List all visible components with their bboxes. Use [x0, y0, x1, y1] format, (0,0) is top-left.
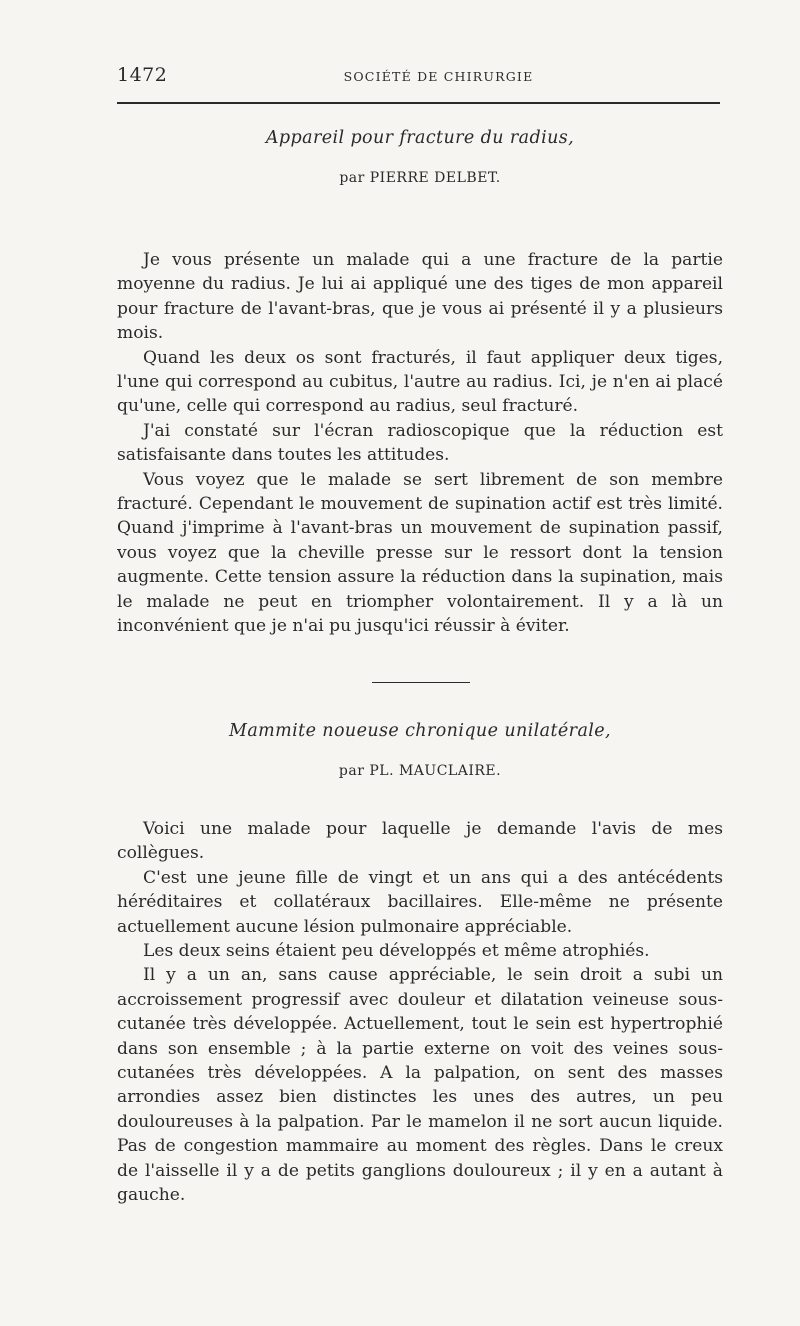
- page-number: 1472: [117, 64, 168, 86]
- article-1-title: Appareil pour fracture du radius,: [265, 128, 575, 148]
- article-1-paragraph-4: Vous voyez que le malade se sert librement de son membre fracturé. Cependant le mouvement de supination actif est très limité. Quand j'imprime à l'avant-bras un mouvement de supination passif, vous voyez que la cheville presse sur le ressort dont la tension augmente. Cette tension assure la réduction dans la supination, mais le malade ne peut en triompher volontairement. Il y a là un inconvénient que je n'ai pu jusqu'ici réussir à éviter.: [117, 469, 723, 637]
- article-2-body: [117, 817, 723, 1208]
- article-2-paragraph-4: Il y a un an, sans cause appréciable, le sein droit a subi un accroissement progressif avec douleur et dilatation veineuse sous-cutanée très développée. Actuellement, tout le sein est hypertrophié dans son ensemble ; à la partie externe on voit des veines sous-cutanées très développées. A la palpation, on sent des masses arrondies assez bien distinctes les unes des autres, un peu douloureuses à la palpation. Par le mamelon il ne sort aucun liquide. Pas de congestion mammaire au moment des règles. Dans le creux de l'aisselle il y a de petits ganglions douloureux ; il y en a autant à gauche.: [117, 965, 723, 1206]
- article-2-byline: par PL. MAUCLAIRE.: [338, 763, 502, 779]
- article-1-body: [117, 248, 723, 639]
- article-2-title: Mammite noueuse chronique unilatérale,: [229, 721, 611, 741]
- article-2-heading: [117, 721, 723, 779]
- page-header: [117, 64, 720, 88]
- article-1-byline: par PIERRE DELBET.: [339, 170, 501, 186]
- header-rule: [117, 102, 720, 104]
- section-separator-rule: [372, 682, 470, 683]
- article-2-paragraph-1: Voici une malade pour laquelle je demande l'avis de mes collègues.: [117, 819, 723, 864]
- article-1-paragraph-1: Je vous présente un malade qui a une fracture de la partie moyenne du radius. Je lui ai appliqué une des tiges de mon appareil pour fracture de l'avant-bras, que je vous ai présenté il y a plusieurs mois.: [117, 250, 723, 344]
- article-1-paragraph-3: J'ai constaté sur l'écran radioscopique que la réduction est satisfaisante dans toutes les attitudes.: [117, 420, 723, 466]
- article-2-paragraph-3: Les deux seins étaient peu développés et même atrophiés.: [143, 941, 650, 962]
- article-2-paragraph-2: C'est une jeune fille de vingt et un ans qui a des antécédents héréditaires et collatéraux bacillaires. Elle-même ne présente actuellement aucune lésion pulmonaire appréciable.: [117, 867, 723, 937]
- article-1-paragraph-2: Quand les deux os sont fracturés, il faut appliquer deux tiges, l'une qui correspond au cubitus, l'autre au radius. Ici, je n'en ai placé qu'une, celle qui correspond au radius, seul fracturé.: [117, 347, 723, 417]
- article-1-heading: [117, 128, 723, 186]
- running-head: SOCIÉTÉ DE CHIRURGIE: [343, 69, 534, 84]
